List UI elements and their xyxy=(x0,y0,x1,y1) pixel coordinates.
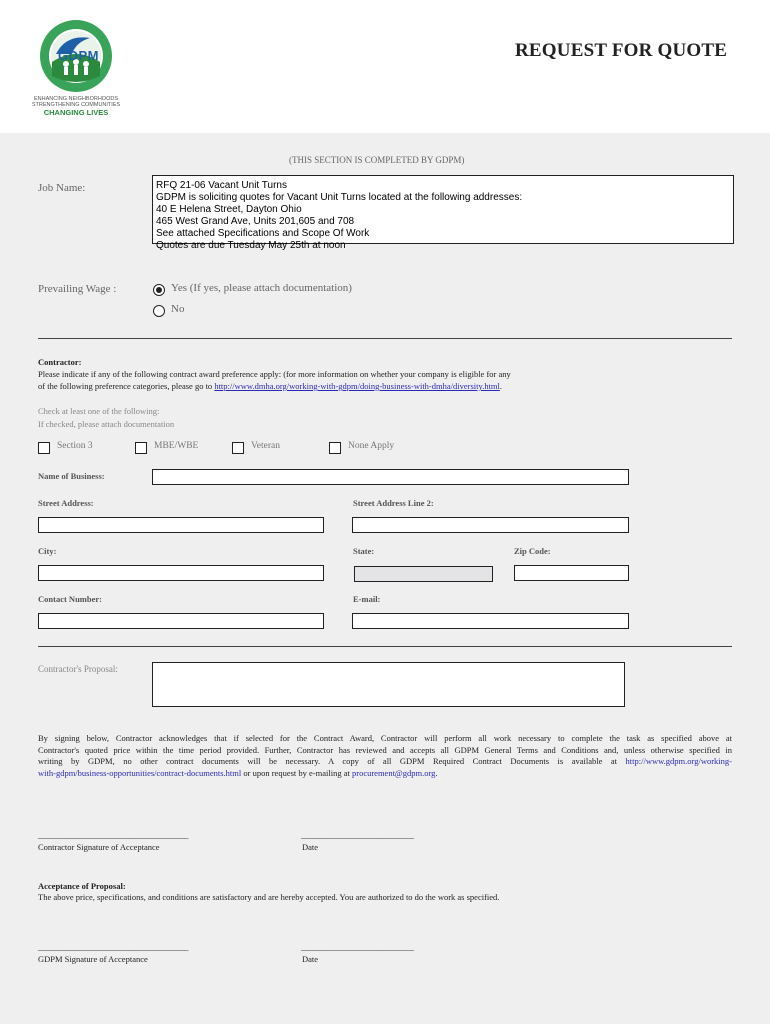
city-label: City: xyxy=(38,546,57,556)
job-line: 465 West Grand Ave, Units 201,605 and 708 xyxy=(156,216,355,227)
veteran-checkbox[interactable] xyxy=(232,442,244,454)
contractor-signature-line[interactable]: ________________________________________ xyxy=(38,830,188,840)
job-line: Quotes are due Tuesday May 25th at noon xyxy=(156,240,346,251)
check-note-1: Check at least one of the following: xyxy=(38,406,160,416)
contract-docs-link[interactable]: http://www.gdpm.org/working- xyxy=(625,756,732,766)
job-name-field[interactable] xyxy=(152,175,734,251)
gdpm-signature-label: GDPM Signature of Acceptance xyxy=(38,954,148,964)
none-apply-label: None Apply xyxy=(348,441,395,451)
acceptance-text: The above price, specifications, and conditions are satisfactory and are hereby accepted. You are authorized to do the work as specified. xyxy=(38,892,500,902)
proposal-input[interactable] xyxy=(152,662,625,707)
gdpm-signature-line[interactable]: ________________________________________ xyxy=(38,942,188,952)
logo-tagline-3: CHANGING LIVES xyxy=(43,108,109,117)
contact-number-label: Contact Number: xyxy=(38,594,102,604)
street-address-2-input[interactable] xyxy=(352,517,629,533)
acceptance-heading: Acceptance of Proposal: xyxy=(38,881,126,891)
logo-tagline-2: STRENGTHENING COMMUNITIES xyxy=(31,102,121,108)
prevailing-wage-no-label: No xyxy=(171,303,185,315)
state-label: State: xyxy=(353,546,375,556)
header xyxy=(0,0,770,133)
agreement-text: By signing below, Contractor acknowledges that if selected for the Contract Award, Contractor will perform all work necessary to complete the task as specified above at Contractor's quoted price within the time period provided. Further, Contractor has reviewed and accepts all GDPM General Terms and Conditions and, unless otherwise specified in writing by GDPM, no other contract documents will be necessary. A copy of all GDPM Required Contract Documents is available at http://www.gdpm.org/working- with-gdpm/business-opportunities/contract-documents.html or upon request by e-mailing at procurement@gdpm.org. xyxy=(38,733,732,778)
prevailing-wage-yes-label: Yes (If yes, please attach documentation) xyxy=(171,282,352,294)
prevailing-wage-label: Prevailing Wage : xyxy=(38,283,117,295)
section-note: (THIS SECTION IS COMPLETED BY GDPM) xyxy=(289,155,465,165)
job-line: GDPM is soliciting quotes for Vacant Unit Turns located at the following addresses: xyxy=(156,192,523,203)
diversity-link[interactable]: http://www.dmha.org/working-with-gdpm/doing-business-with-dmha/diversity.html xyxy=(214,381,500,391)
page-title: REQUEST FOR QUOTE xyxy=(515,40,728,61)
procurement-email-link[interactable]: procurement@gdpm.org xyxy=(351,767,436,778)
contact-number-input[interactable] xyxy=(38,613,324,629)
logo-text: GDPM xyxy=(58,48,99,63)
section3-label: Section 3 xyxy=(57,441,93,451)
gdpm-date-label: Date xyxy=(302,954,319,964)
contractor-text-2: of the following preference categories, please go to http://www.dmha.org/working-with-gdpm/doing-business-with-dmha/diversity.html. xyxy=(38,381,503,391)
veteran-label: Veteran xyxy=(251,441,281,451)
street-address-input[interactable] xyxy=(38,517,324,533)
business-name-label: Name of Business: xyxy=(38,471,105,481)
contractor-signature-label: Contractor Signature of Acceptance xyxy=(38,842,160,852)
city-input[interactable] xyxy=(38,565,324,581)
email-label: E-mail: xyxy=(353,594,381,604)
prevailing-wage-yes-radio[interactable] xyxy=(153,284,165,296)
state-select[interactable] xyxy=(354,566,493,582)
gdpm-date-line[interactable]: ______________________________ xyxy=(301,942,414,952)
zip-label: Zip Code: xyxy=(514,546,551,556)
mbe-wbe-checkbox[interactable] xyxy=(135,442,147,454)
prevailing-wage-no-radio[interactable] xyxy=(153,305,165,317)
contractor-heading: Contractor: xyxy=(38,357,82,367)
job-line: 40 E Helena Street, Dayton Ohio xyxy=(156,204,302,215)
contractor-date-label: Date xyxy=(302,842,319,852)
none-apply-checkbox[interactable] xyxy=(329,442,341,454)
contract-docs-link-cont[interactable]: with-gdpm/business-opportunities/contract-documents.html xyxy=(38,767,242,778)
check-note-2: If checked, please attach documentation xyxy=(38,419,175,429)
job-name-label: Job Name: xyxy=(38,182,86,194)
zip-input[interactable] xyxy=(514,565,629,581)
business-name-input[interactable] xyxy=(152,469,629,485)
street-address-2-label: Street Address Line 2: xyxy=(353,498,434,508)
section3-checkbox[interactable] xyxy=(38,442,50,454)
proposal-label: Contractor's Proposal: xyxy=(38,664,118,674)
email-input[interactable] xyxy=(352,613,629,629)
job-line: See attached Specifications and Scope Of Work xyxy=(156,228,370,239)
divider xyxy=(38,646,732,647)
street-address-label: Street Address: xyxy=(38,498,94,508)
gdpm-logo xyxy=(31,18,121,118)
mbe-wbe-label: MBE/WBE xyxy=(154,441,199,451)
job-line: RFQ 21-06 Vacant Unit Turns xyxy=(156,180,287,191)
contractor-date-line[interactable]: ______________________________ xyxy=(301,830,414,840)
divider xyxy=(38,338,732,339)
logo-tagline-1: ENHANCING NEIGHBORHOODS xyxy=(33,96,119,102)
contractor-text-1: Please indicate if any of the following contract award preference apply: (for more information on whether your company is eligible for any xyxy=(38,369,511,379)
